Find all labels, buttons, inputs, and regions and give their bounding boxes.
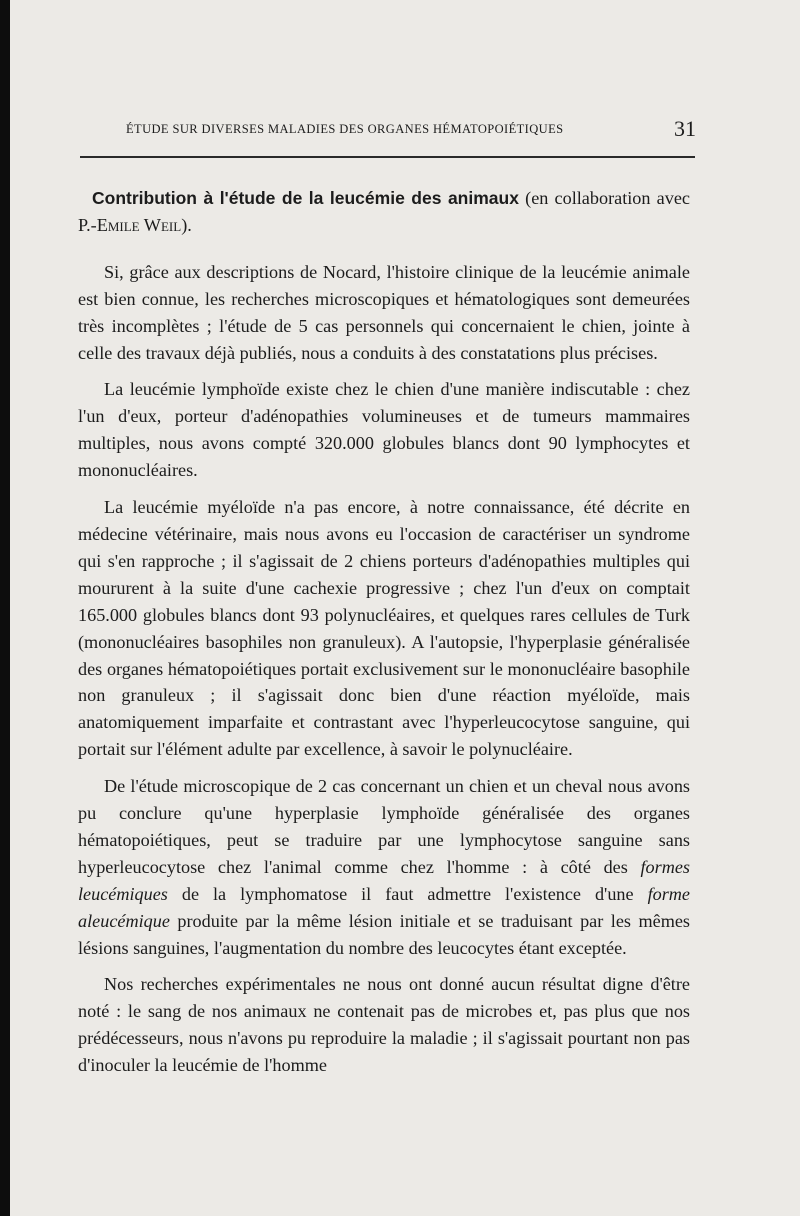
paragraph-4-part-b: de la lymphomatose il faut admettre l'existence d'une bbox=[167, 883, 648, 904]
paragraph-3: La leucémie myéloïde n'a pas encore, à notre connaissance, été décrite en médecine vétérinaire, mais nous avons eu l'occasion de caractériser un syndrome qui s'en rapproche ; il s'agissait de 2 chiens porteurs d'adénopathies multiples qui moururent à la suite d'une cachexie progressive ; chez l'un d'eux on comptait 165.000 globules blancs dont 93 polynucléaires, et quelques rares cellules de Turk (mononucléaires basophiles non granuleux). A l'autopsie, l'hyperplasie généralisée des organes hématopoiétiques portait exclusivement sur le mononucléaire basophile non granuleux ; il s'agissait donc bien d'une réaction myéloïde, mais anatomiquement imparfaite et contrastant avec l'hyperleucocytose sanguine, qui portait sur l'élément adulte par excellence, à savoir le polynucléaire. bbox=[78, 497, 690, 760]
article-title-rest: (en collaboration avec P.- bbox=[78, 188, 690, 235]
running-title: ÉTUDE SUR DIVERSES MALADIES DES ORGANES HÉMATOPOIÉTIQUES bbox=[126, 122, 564, 136]
book-page bbox=[10, 0, 800, 1216]
body-text bbox=[78, 185, 690, 1089]
paragraph-5: Nos recherches expérimentales ne nous ont donné aucun résultat digne d'être noté : le sang de nos animaux ne contenait pas de microbes et, pas plus que nos prédécesseurs, nous n'avons pu reproduire la maladie ; il s'agissait pourtant non pas d'inoculer la leucémie de l'homme bbox=[78, 974, 690, 1076]
page-header bbox=[116, 116, 696, 152]
coauthor-name: Emile Weil bbox=[96, 214, 182, 235]
paragraph-2: La leucémie lymphoïde existe chez le chien d'une manière indiscutable : chez l'un d'eux, porteur d'adénopathies volumineuses et de tumeurs mammaires multiples, nous avons compté 320.000 globules blancs dont 90 lymphocytes et mononucléaires. bbox=[78, 379, 690, 481]
paragraph-1: Si, grâce aux descriptions de Nocard, l'histoire clinique de la leucémie animale est bien connue, les recherches microscopiques et hématologiques sont demeurées très incomplètes ; l'étude de 5 cas personnels qui concernaient le chien, jointe à celle des travaux déjà publiés, nous a conduits à des constatations plus précises. bbox=[78, 261, 690, 363]
paragraph-4-part-c: produite par la même lésion initiale et se traduisant par les mêmes lésions sanguines, l'augmentation du nombre des leucocytes étant exceptée. bbox=[78, 910, 690, 958]
paragraph-4 bbox=[78, 773, 690, 961]
header-rule bbox=[80, 156, 695, 158]
paragraph-4-part-a: De l'étude microscopique de 2 cas concernant un chien et un cheval nous avons pu conclure qu'une hyperplasie lymphoïde généralisée des organes hématopoiétiques, peut se traduire par une lymphocytose sanguine sans hyperleucocytose chez l'animal comme chez l'homme : à côté des bbox=[78, 776, 690, 877]
page-number: 31 bbox=[674, 116, 696, 141]
emphasis-forme-aleucemique: forme aleucémique bbox=[78, 883, 690, 931]
article-title-end: ). bbox=[181, 214, 192, 235]
emphasis-formes-leucemiques: formes leucémiques bbox=[78, 856, 690, 904]
article-title bbox=[78, 185, 690, 239]
article-title-bold: Contribution à l'étude de la leucémie des animaux bbox=[92, 188, 519, 208]
